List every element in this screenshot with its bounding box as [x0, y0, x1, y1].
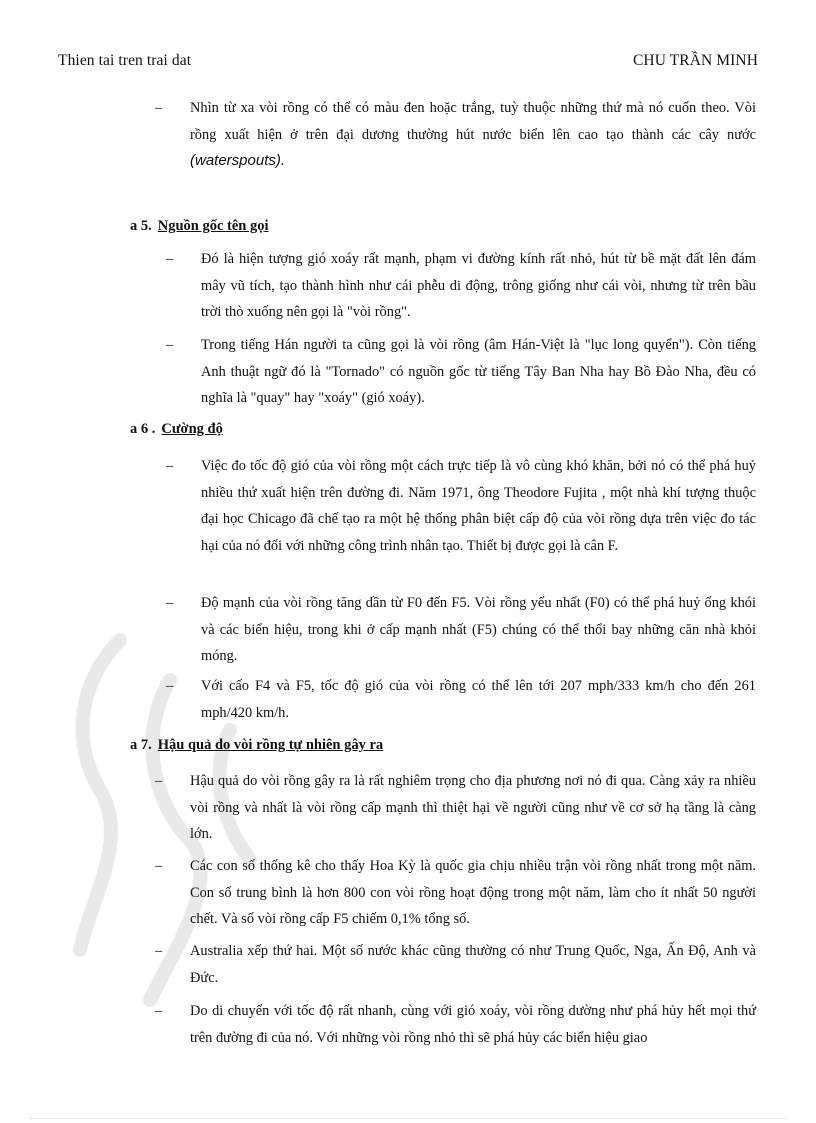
section-title: Hậu quả do vòi rồng tự nhiên gây ra [157, 737, 384, 753]
list-item: – Đó là hiện tượng gió xoáy rất mạnh, phạm vi đường kính rất nhỏ, hút từ bề mặt đất lên đám mây vũ tích, tạo thành hình như cái phễu di động, trông giống như cái vòi, nhưng từ trên bầu trời thò xuống nên gọi là "vòi rồng". [201, 246, 756, 326]
header-author: CHU TRẦN MINH [632, 52, 758, 69]
section-heading-a7 [130, 737, 383, 754]
section-label: a 7. [130, 737, 152, 753]
list-item: – Với cấo F4 và F5, tốc độ gió của vòi rồng có thể lên tới 207 mph/333 km/h cho đến 261 mph/420 km/h. [201, 673, 756, 726]
page-header [58, 52, 758, 70]
list-item: – Hậu quả do vòi rồng gây ra là rất nghiêm trọng cho địa phương nơi nó đi qua. Càng xảy ra nhiều vòi rồng và nhất là vòi rồng cấp mạnh thì thiệt hại về người cũng như về cơ sở hạ tầng là càng lớn. [190, 768, 756, 848]
section-heading-a5 [130, 218, 269, 235]
intro-text: Nhìn từ xa vòi rồng có thể có màu đen hoặc trắng, tuỳ thuộc những thứ mà nó cuốn theo. Vòi rồng xuất hiện ở trên đại dương thường hút nước biển lên cao tạo thành các cây nước [190, 100, 756, 143]
intro-term: (waterspouts). [190, 152, 286, 169]
intro-paragraph [190, 95, 756, 175]
list-item: – Trong tiếng Hán người ta cũng gọi là vòi rồng (âm Hán-Việt là "lục long quyển"). Còn tiếng Anh thuật ngữ đó là "Tornado" có nguồn gốc từ tiếng Tây Ban Nha hay Bồ Đào Nha, đều có nghĩa là "quay" hay "xoáy" (gió xoáy). [201, 332, 756, 412]
list-item: – Độ mạnh của vòi rồng tăng dần từ F0 đến F5. Vòi rồng yếu nhất (F0) có thể phá huỷ ống khói và các biển hiệu, trong khi ở cấp mạnh nhất (F5) chúng có thể thổi bay những căn nhà khỏi móng. [201, 590, 756, 670]
header-left-title: Thien tai tren trai dat [58, 52, 192, 69]
page-bottom-rule [30, 1118, 786, 1119]
section-label: a 6 . [130, 421, 156, 437]
section-title: Nguồn gốc tên gọi [157, 218, 269, 234]
section-label: a 5. [130, 218, 152, 234]
list-item: – Các con số thống kê cho thấy Hoa Kỳ là quốc gia chịu nhiều trận vòi rồng nhất trong một năm. Con số trung bình là hơn 800 con vòi rồng hoạt động trong một năm, làm cho ít nhất 50 người chết. Và số vòi rồng cấp F5 chiếm 0,1% tổng số. [190, 853, 756, 933]
list-item: – Do di chuyển với tốc độ rất nhanh, cùng với gió xoáy, vòi rồng dường như phá hủy hết mọi thứ trên đường đi của nó. Với những vòi rồng nhỏ thì sẽ phá hủy các biển hiệu giao [190, 998, 756, 1051]
list-item: – Việc đo tốc độ gió của vòi rồng một cách trực tiếp là vô cùng khó khăn, bởi nó có thể phá huỷ nhiều thứ xuất hiện trên đường đi. Năm 1971, ông Theodore Fujita , một nhà khí tượng thuộc đại học Chicago đã chế tạo ra một hệ thống phân biệt cấp độ của vòi rồng dựa trên việc đo tác hại của nó đối với những công trình nhân tạo. Thiết bị được gọi là cân F. [201, 453, 756, 559]
section-heading-a6 [130, 421, 223, 438]
section-title: Cường độ [161, 421, 223, 437]
list-item: – Australia xếp thứ hai. Một số nước khác cũng thường có như Trung Quốc, Nga, Ấn Độ, Anh và Đức. [190, 938, 756, 991]
